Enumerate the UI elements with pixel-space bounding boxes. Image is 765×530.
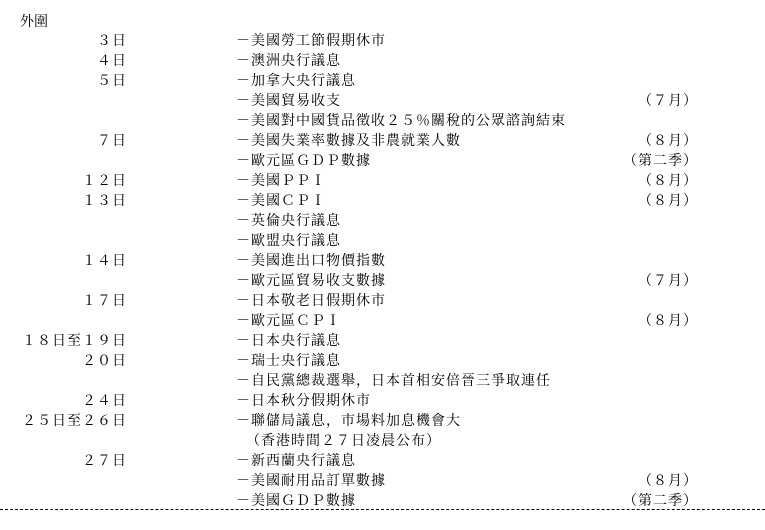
section-title: 外圍 <box>20 14 48 30</box>
row-event: －加拿大央行議息 <box>236 73 356 89</box>
calendar-row <box>0 191 765 211</box>
row-event: －美國進出口物價指數 <box>236 253 386 269</box>
calendar-row <box>0 351 765 371</box>
calendar-row <box>0 411 765 431</box>
dashed-divider <box>0 509 765 510</box>
row-event: －美國貿易收支 <box>236 93 341 109</box>
calendar-row <box>0 231 765 251</box>
calendar-row <box>0 171 765 191</box>
row-date: ５日 <box>97 73 127 89</box>
row-event: －日本央行議息 <box>236 333 341 349</box>
calendar-row <box>0 371 765 391</box>
row-date: ２５日至２６日 <box>22 413 127 429</box>
row-event: －美國失業率數據及非農就業人數 <box>236 133 461 149</box>
row-date: ２７日 <box>82 453 127 469</box>
row-period: （８月） <box>638 133 698 149</box>
calendar-row <box>0 271 765 291</box>
row-period: （７月） <box>638 93 698 109</box>
calendar-row <box>0 91 765 111</box>
row-event: －澳洲央行議息 <box>236 53 341 69</box>
row-period: （第二季） <box>623 493 698 509</box>
row-event: －日本秋分假期休市 <box>236 393 371 409</box>
calendar-row <box>0 451 765 471</box>
calendar-row <box>0 51 765 71</box>
row-event: （香港時間２７日凌晨公布） <box>246 433 441 449</box>
calendar-row <box>0 391 765 411</box>
calendar-row <box>0 151 765 171</box>
calendar-row <box>0 431 765 451</box>
row-event: －歐元區貿易收支數據 <box>236 273 386 289</box>
calendar-row <box>0 71 765 91</box>
calendar-row <box>0 111 765 131</box>
row-date: ２０日 <box>82 353 127 369</box>
row-event: －聯儲局議息，市場料加息機會大 <box>236 413 461 429</box>
row-date: １７日 <box>82 293 127 309</box>
row-period: （８月） <box>638 473 698 489</box>
row-date: ４日 <box>97 53 127 69</box>
row-event: －瑞士央行議息 <box>236 353 341 369</box>
calendar-row <box>0 291 765 311</box>
row-event: －美國對中國貨品徵收２５％關稅的公眾諮詢結束 <box>236 113 566 129</box>
row-period: （８月） <box>638 313 698 329</box>
calendar-row <box>0 31 765 51</box>
calendar-row <box>0 471 765 491</box>
calendar-row <box>0 331 765 351</box>
row-date: １３日 <box>82 193 127 209</box>
row-date: １８日至１９日 <box>22 333 127 349</box>
row-event: －歐盟央行議息 <box>236 233 341 249</box>
row-event: －美國ＧＤＰ數據 <box>236 493 356 509</box>
row-date: １４日 <box>82 253 127 269</box>
row-date: ３日 <box>97 33 127 49</box>
calendar-row <box>0 491 765 511</box>
row-date: ２４日 <box>82 393 127 409</box>
row-event: －美國勞工節假期休市 <box>236 33 386 49</box>
row-period: （第二季） <box>623 153 698 169</box>
row-event: －歐元區ＣＰＩ <box>236 313 341 329</box>
row-period: （８月） <box>638 173 698 189</box>
row-event: －美國ＣＰＩ <box>236 193 326 209</box>
calendar-list <box>0 31 765 511</box>
row-period: （７月） <box>638 273 698 289</box>
row-event: －英倫央行議息 <box>236 213 341 229</box>
row-event: －自民黨總裁選舉，日本首相安倍晉三爭取連任 <box>236 373 551 389</box>
row-event: －新西蘭央行議息 <box>236 453 356 469</box>
row-date: ７日 <box>97 133 127 149</box>
row-date: １２日 <box>82 173 127 189</box>
row-period: （８月） <box>638 193 698 209</box>
calendar-row <box>0 131 765 151</box>
calendar-row <box>0 311 765 331</box>
row-event: －美國ＰＰＩ <box>236 173 326 189</box>
row-event: －歐元區ＧＤＰ數據 <box>236 153 371 169</box>
calendar-row <box>0 211 765 231</box>
row-event: －美國耐用品訂單數據 <box>236 473 386 489</box>
calendar-row <box>0 251 765 271</box>
row-event: －日本敬老日假期休市 <box>236 293 386 309</box>
